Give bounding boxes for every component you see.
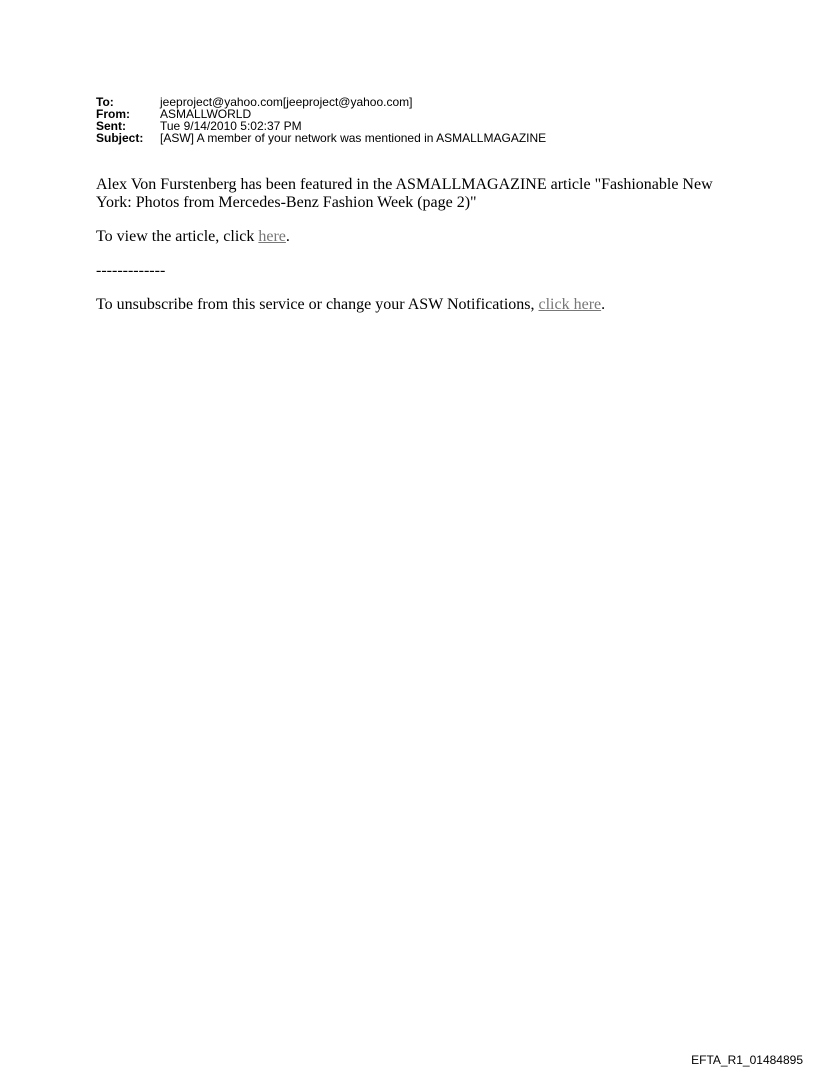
document-id: EFTA_R1_01484895 <box>691 1053 803 1067</box>
subject-label: Subject: <box>96 131 144 145</box>
to-label: To: <box>96 95 114 109</box>
unsubscribe-link[interactable]: click here <box>538 296 602 313</box>
unsubscribe-text: To unsubscribe from this service or change your ASW Notifications, <box>96 296 539 313</box>
view-article-link[interactable]: here <box>258 228 286 245</box>
sent-value: Tue 9/14/2010 5:02:37 PM <box>160 119 302 133</box>
unsubscribe-paragraph <box>96 296 736 314</box>
header-row-subject <box>96 132 546 144</box>
sent-label: Sent: <box>96 119 126 133</box>
to-value: jeeproject@yahoo.com[jeeproject@yahoo.com] <box>160 95 413 109</box>
from-value: ASMALLWORLD <box>160 107 252 121</box>
email-body <box>96 176 736 314</box>
from-label: From: <box>96 107 130 121</box>
view-article-text: To view the article, click <box>96 228 259 245</box>
view-article-paragraph <box>96 228 736 246</box>
unsubscribe-period: . <box>601 296 606 313</box>
email-header <box>96 96 546 144</box>
subject-value: [ASW] A member of your network was mentioned in ASMALLMAGAZINE <box>160 131 547 145</box>
separator: ------------- <box>96 262 166 279</box>
feature-paragraph: Alex Von Furstenberg has been featured in the ASMALLMAGAZINE article "Fashionable New York: Photos from Mercedes-Benz Fashion Week (page 2)" <box>96 176 713 211</box>
view-article-period: . <box>285 228 290 245</box>
